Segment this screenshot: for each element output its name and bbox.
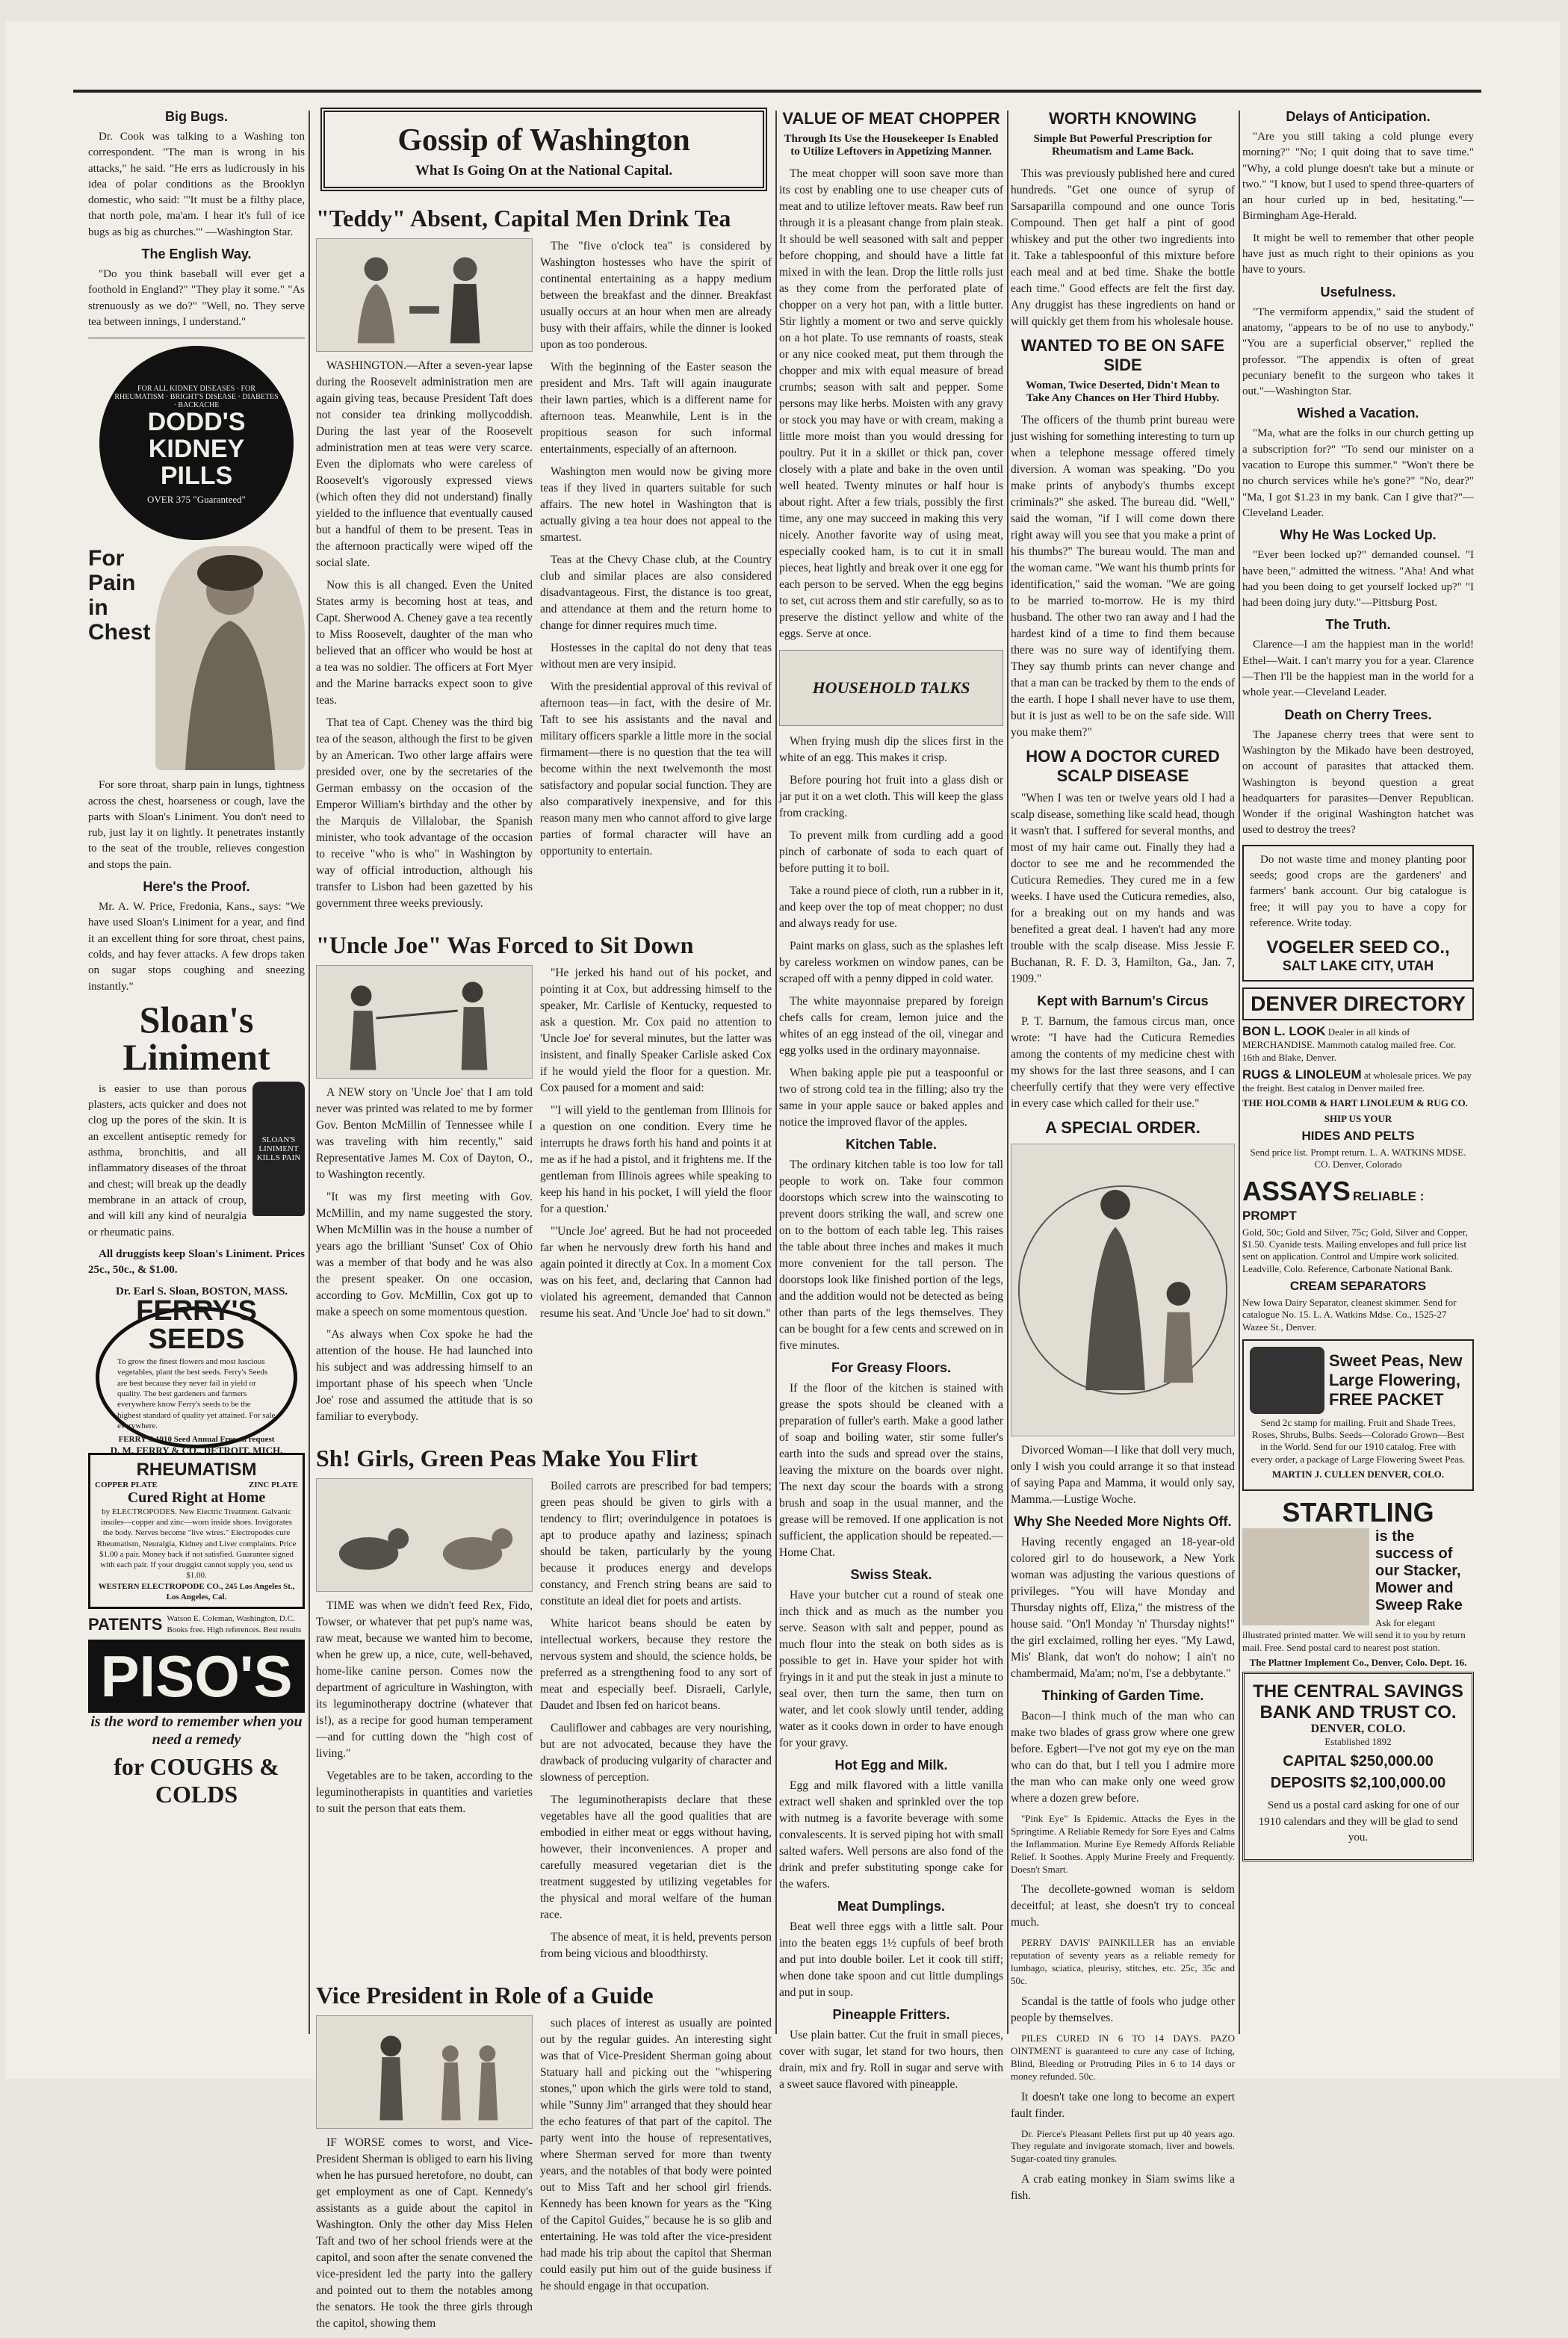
worth-title: WORTH KNOWING — [1049, 109, 1197, 128]
teddy-p1: WASHINGTON.—After a seven-year lapse during the Roosevelt administration men are again giving teas, because President Taft does not consider tea drinking mollycoddish. During the last year of the Roosevelt administration men at teas were very scarce. Even the diplomats who were careless of Roosevelt's vigorously expressed views (which often they did not understand) finally yielded to the influence that eventually caused but a handful of them to be present. Teas in the afternoon practically were wiped off the social slate. — [316, 359, 533, 569]
remember-text: It might be well to remember that other people have just as much right to their opinions as you have to yours. — [1242, 232, 1474, 276]
sloan-name — [88, 998, 305, 1078]
startling-text: is the success of our Stacker, Mower and Sweep Rake — [1375, 1528, 1463, 1614]
sweet-text: Send 2c stamp for mailing. Fruit and Shade Trees, Roses, Shrubs, Bulbs. Seeds—Colorado Grown—Best in the World. Send for our 1910 catalog. Free with every order, a package of Large Flowering Sweet Peas. — [1251, 1416, 1466, 1465]
startling-title: STARTLING — [1282, 1497, 1434, 1528]
ferry-seeds: SEEDS — [148, 1324, 245, 1356]
separators-text: New Iowa Dairy Separator, cleanest skimmer. Send for catalogue No. 15. L. A. Watkins Mdse. Co., 1525-27 Wazee St., Denver. — [1242, 1297, 1457, 1333]
safe-title: WANTED TO BE ON SAFE SIDE — [1020, 336, 1225, 374]
swiss-title: Swiss Steak. — [850, 1567, 932, 1582]
household-p1: When frying mush dip the slices first in the white of an egg. This makes it crisp. — [779, 735, 1003, 764]
faultfinder-text: It doesn't take one long to become an expert fault finder. — [1011, 2090, 1235, 2120]
ship-label: SHIP US YOUR — [1324, 1112, 1392, 1124]
fritters-title: Pineapple Fritters. — [832, 2007, 950, 2022]
household-p4: Take a round piece of cloth, run a rubber in it, and keep over the top of meat chopper; no dust and always ready for use. — [779, 884, 1003, 930]
masthead-title: Gossip of Washington — [397, 123, 690, 158]
liniment-bottle-icon: SLOAN'S LINIMENT KILLS PAIN — [252, 1082, 305, 1216]
uncle-joe-illustration — [316, 965, 533, 1079]
safe-text: The officers of the thumb print bureau were just wishing for something interesting to turn up when a telephone message offered timely diversion. A woman was speaking. "Do you make prints of anybody's thumbs except criminals?" she asked. The bureau did. "Well," said the woman, "if I will come down there right away will you see that you make a print of his thumbs?" The bureau would. The man and the woman came. "We want his thumb prints for identification," said the woman. "We are going to be married to-morrow. He is my third husband. The other two ran away and I had the hardest kind of a time to find them because there was no sure way of identifying them. They say thumb prints can never change and that a man can be tracked by them to the ends of the earth. I hope I shall never have to use them, but it is just as well to be on the safe side. Will you make them?" — [1011, 414, 1235, 739]
scandal-text: Scandal is the tattle of fools who judge other people by themselves. — [1011, 1995, 1235, 2025]
usefulness-title: Usefulness. — [1320, 284, 1396, 300]
startling-small: Ask for elegant illustrated printed matter. We will send it to you by return mail. Free. Send postal card to nearest post station. — [1242, 1617, 1466, 1653]
kitchen-text: The ordinary kitchen table is too low for tall people to work on. Take four common doorstops which screw into the wainscoting to prevent doors striking the wall, and screw one on to the bottom of each table leg. This raises the table about three inches and makes it much more convenient for the tall person. The doorstops look like finished portion of the legs, and the addition would not be detected as being other than parts of the legs themselves. They can be bought for a few cents and screwed on in five minutes. — [779, 1159, 1003, 1352]
dodds-ring-text: FOR ALL KIDNEY DISEASES · FOR RHEUMATISM · BRIGHT'S DISEASE · DIABETES · BACKACHE — [114, 385, 279, 410]
vp-illustration — [316, 2015, 533, 2129]
uncle-joe-headline: "Uncle Joe" Was Forced to Sit Down — [316, 931, 694, 958]
directory-entry — [1242, 1067, 1474, 1095]
bank-capital: CAPITAL $250,000.00 — [1283, 1753, 1434, 1770]
household-p5: Paint marks on glass, such as the splashes left by careless workmen on window panes, can be scraped off with a penny dipped in cold water. — [779, 940, 1003, 985]
joe-p2: "It was my first meeting with Gov. McMillin, and my name suggested the story. When McMillin was in the house a number of years ago the brilliant 'Sunset' Cox of Ohio was a member of that body and he was also the present speaker. On one occasion, according to Gov. McMillin, Cox got up to make a speech on some momentous question. — [316, 1191, 533, 1318]
swiss-text: Have your butcher cut a round of steak one inch thick and as much as the number you serve. Season with salt and pepper, pound as much flour into the steak on both sides as is possible to get in. Have your spider hot with fryings in it and put the steak in just a minute to seal over, then turn the same, then turn on water, and let cook slowly until tender, adding water as it cooks down in order to have enough for your gravy. — [779, 1589, 1003, 1749]
peas-headline: Sh! Girls, Green Peas Make You Flirt — [316, 1445, 698, 1472]
barnum-title: Kept with Barnum's Circus — [1037, 993, 1209, 1008]
nights-text: Having recently engaged an 18-year-old colored girl to do housework, a New York woman was adjusting the various questions of privileges. "You will have Monday and Thursday nights off, Eliza," the mistress of the house said. "On'l Monday 'n' Thursday nights!" the girl exclaimed, rolling her eyes. "My Lawd, Mis' Blank, dat won't do nohow; I ain't no chambermaid, Ma'am; no'm, I'se a debbytante." — [1011, 1536, 1235, 1680]
proof-text: Mr. A. W. Price, Fredonia, Kans., says: "We have used Sloan's Liniment for a year, and find it an excellent thing for sore throat, chest pains, colds, and hay fever attacks. A few drops taken on sugar stops coughing and sneezing instantly." — [88, 901, 305, 993]
column-1 — [88, 103, 305, 2019]
joe-p4: "He jerked his hand out of his pocket, and pointing it at Cox, but addressing himself to the speaker, Mr. Carlisle of Kentucky, requested to ask a question. Mr. Cox paid no attention to 'Uncle Joe' for several minutes, but the latter was insistent, and finally Speaker Carlisle asked Cox if he would yield the floor for a question. Mr. Cox paused for a moment and said: — [540, 967, 772, 1094]
bank-deposits: DEPOSITS $2,100,000.00 — [1270, 1775, 1446, 1792]
peas-p5: Cauliflower and cabbages are very nourishing, but are not advocated, because they have the drawback of producing vulgarity of character and slowness of perception. — [540, 1722, 772, 1784]
rheum-cured: Cured Right at Home — [127, 1489, 266, 1506]
column-5 — [1242, 103, 1474, 2019]
sloan-name-line: Sloan's — [139, 998, 254, 1041]
ferry-text: To grow the finest flowers and most luscious vegetables, plant the best seeds. Ferry's Seeds are best because they never fail in yield or quality. The best gardeners and farmers everywhere know Ferry's seeds to be the highest standard of quality yet attained. For sale everywhere. — [117, 1357, 276, 1430]
truth-text: Clarence—I am the happiest man in the world! Ethel—Wait. I can't marry you for a year. Clarence—Then I'll be the happiest man in the world for a whole year.—Cleveland Leader. — [1242, 639, 1474, 699]
patents-label: PATENTS — [88, 1614, 163, 1634]
hides-name: HIDES AND PELTS — [1301, 1128, 1415, 1143]
sweet-title: Sweet Peas, New Large Flowering, FREE PACKET — [1329, 1351, 1463, 1409]
pisos-name: PISO'S — [88, 1640, 305, 1713]
teddy-p6: Washington men would now be giving more teas if they lived in quarters suitable for such affairs. The new hotel in Washington that is actually giving a tea hour does not appeal to the smartest. — [540, 465, 772, 544]
delays-text: "Are you still taking a cold plunge every morning?" "No; I quit doing that to save time." "Why, a cold plunge doesn't take but a minute or two." "I know, but I used to spend three-quarters of an hour curled up in bed, hesitating."—Birmingham Age-Herald. — [1242, 131, 1474, 223]
barnum-text: P. T. Barnum, the famous circus man, once wrote: "I have had the Cuticura Remedies among the contents of my medicine chest with my shows for the last three seasons, and I can cheerfully certify that they were very effective in every case which called for their use." — [1011, 1015, 1235, 1110]
patents-ad — [88, 1613, 305, 1635]
peas-p1: TIME was when we didn't feed Rex, Fido, Towser, or whatever that pet pup's name was, raw meat, because we wanted him to become, when he grew up, a nice, cute, well-behaved, home-like canine person. Comes now the department of agriculture in Washington, with its leguminotherapy doctrine (whatever that is!), as a recipe for good human temperament—and for cutting down the "high cost of living." — [316, 1599, 533, 1760]
assays-text: Gold, 50c; Gold and Silver, 75c; Gold, Silver and Copper, $1.50. Cyanide tests. Mailing envelopes and full price list sent on application. Control and Umpire work solicited. Leadville, Colo. Reference, Carbonate National Bank. — [1242, 1226, 1468, 1274]
top-rule — [73, 90, 1481, 93]
tea-party-illustration — [316, 238, 533, 352]
chest-word: Chest — [88, 620, 151, 645]
scalp-title: HOW A DOCTOR CURED SCALP DISEASE — [1026, 747, 1220, 785]
rugs-name: RUGS & LINOLEUM — [1242, 1067, 1362, 1082]
pain-in-chest-ad — [88, 546, 305, 778]
dodds-pills: PILLS — [160, 461, 233, 490]
separators-name: CREAM SEPARATORS — [1289, 1278, 1427, 1293]
pisos-for: for COUGHS & COLDS — [114, 1752, 279, 1808]
chest-word: Pain — [88, 571, 136, 596]
household-p3: To prevent milk from curdling add a good pinch of carbonate of soda to each quart of before putting it to boil. — [779, 829, 1003, 875]
assays-tag: RELIABLE : PROMPT — [1242, 1188, 1425, 1223]
peas-p4: White haricot beans should be eaten by intellectual workers, because they restore the nervous system and should, the science holds, be preferred as a strengthening food to any sort of meat and especially beef. Disraeli, Carlyle, Daudet and Ibsen fed on haricot beans. — [540, 1617, 772, 1712]
locked-title: Why He Was Locked Up. — [1280, 527, 1437, 543]
sweet-pea-flower-icon — [1250, 1347, 1324, 1414]
decollete-text: The decollete-gowned woman is seldom deceitful; at least, she doesn't try to conceal much. — [1011, 1883, 1235, 1929]
vacation-text: "Ma, what are the folks in our church getting up a subscription for?" "To send our minister on a vacation to Europe this summer." "Won't there be no church services while he's gone?" "No, dear?" "Ma, I got $1.23 in my bank. Can I give that?"—Cleveland Leader. — [1242, 427, 1474, 519]
chest-headline — [88, 546, 155, 645]
startling-firm: The Plattner Implement Co., Denver, Colo. Dept. 16. — [1249, 1656, 1467, 1668]
central-savings-bank-ad — [1242, 1672, 1474, 1861]
ferry-annual: FERRY'S 1910 Seed Annual Free on request — [118, 1435, 275, 1445]
teddy-p4: The "five o'clock tea" is considered by Washington hostesses who have the spirit of continental entertaining as a happy medium between the breakfast and the dinner. Breakfast usually occurs at an hour when men are already busy with their affairs, while the dinner is looked upon as too ponderous. — [540, 240, 772, 351]
worth-text: This was previously published here and cured hundreds. "Get one ounce of syrup of Sarsaparilla compound and one ounce Toris Compound. Then get half a pint of good whiskey and put the other two ingredients into it. Take a tablespoonful of this mixture before each meal and at bed time. Shake the bottle each time." Good effects are felt the first day. Any druggist has these ingredients on hand or will quickly get them from his wholesale house. — [1011, 167, 1235, 328]
bank-est: Established 1892 — [1324, 1736, 1392, 1748]
piles-text: PILES CURED IN 6 TO 14 DAYS. PAZO OINTMENT is guaranteed to cure any case of Itching, Blind, Bleeding or Protruding Piles in 6 to 14 days or money refunded. 50c. — [1011, 2032, 1235, 2082]
peas-illustration — [316, 1478, 533, 1592]
scalp-text: "When I was ten or twelve years old I had a scalp disease, something like scald head, though it wasn't that. I suffered for several months, and most of my hair came out. Finally they had a doctor to see me and he recommended the Cuticura Remedies. They cured me in a few weeks. I have used the Cuticura remedies, also, for a breaking out on my hands and was benefited a great deal. I haven't had any more trouble with the scalp disease. Miss Jessie F. Buchanan, R. F. D. 3, Hamilton, Ga., Jan. 7, 1909." — [1011, 792, 1235, 985]
pierce-text: Dr. Pierce's Pleasant Pellets first put up 40 years ago. They regulate and invigorate stomach, liver and bowels. Sugar-coated tiny granules. — [1011, 2127, 1235, 2165]
vogeler-text: Do not waste time and money planting poor seeds; good crops are the gardeners' and farmers' bank account. Our big catalogue is free; it will pay you to have a copy for reference. Write today. — [1250, 853, 1466, 929]
copper-plate-label: COPPER PLATE — [95, 1480, 158, 1489]
chopper-sub: Through Its Use the Housekeeper Is Enabled to Utilize Leftovers in Appetizing Manner. — [784, 133, 999, 158]
sloan-text: For sore throat, sharp pain in lungs, tightness across the chest, hoarseness or cough, lave the parts with Sloan's Liniment. You don't need to rub, just lay it on lightly. It penetrates instantly to the seat of the trouble, relieves congestion and stops the pain. — [88, 779, 305, 871]
vogeler-name: VOGELER SEED CO., — [1266, 937, 1450, 958]
nights-title: Why She Needed More Nights Off. — [1014, 1514, 1232, 1529]
hay-rake-icon — [1242, 1528, 1369, 1625]
sloan-price: All druggists keep Sloan's Liniment. Prices 25c., 50c., & $1.00. — [88, 1247, 305, 1277]
look-text: Dealer in all kinds of MERCHANDISE. Mammoth catalog mailed free. Cor. 16th and Blake, Denver. — [1242, 1026, 1456, 1063]
chest-word: in — [88, 595, 108, 621]
tea-party-icon — [317, 239, 532, 351]
peas-p2: Vegetables are to be taken, according to the leguminotherapists in quantities and varieties to suit the person that eats them. — [316, 1770, 533, 1815]
order-title: A SPECIAL ORDER. — [1045, 1118, 1200, 1137]
column-3 — [779, 103, 1003, 2091]
ferry-name: FERRY'S — [136, 1295, 257, 1327]
joe-p5: "'I will yield to the gentleman from Illinois for a question on one condition. Every time he interrupts he draws forth his hand and points it at me as if he had a pistol, and it frightens me. If the gentleman from Illinois agrees while speaking to keep his hand in his pocket, I will yield the floor for a question.' — [540, 1104, 772, 1215]
usefulness-text: "The vermiform appendix," said the student of anatomy, "appears to be of no use to anybody." "You are a superficial observer," replied the professor. "The appendix is often of great pecuniary benefit to the surgeon who takes it out."—Washington Star. — [1242, 306, 1474, 398]
zinc-plate-label: ZINC PLATE — [248, 1480, 298, 1489]
masthead-sub: What Is Going On at the National Capital. — [415, 163, 673, 179]
assays-entry — [1242, 1174, 1474, 1224]
egg-text: Egg and milk flavored with a little vanilla extract well shaken and sprinkled over the top with nutmeg is a favorite beverage with some convalescents. It is served piping hot with small salted wafers. Well persons are also fond of the drink and prefer substituting sponge cake for the wafers. — [779, 1779, 1003, 1891]
garden-title: Thinking of Garden Time. — [1041, 1688, 1204, 1703]
vp-headline: Vice President in Role of a Guide — [316, 1982, 654, 2009]
rheum-text: by ELECTROPODES. New Electric Treatment. Galvanic insoles—copper and zinc—worn inside shoes. Invigorates the body. Nerves become "live wires." Electropodes cure Rheumatism, Neuralgia, Kidney and Liver complaints. Price $1.00 a pair. Money back if not satisfied. Guarantee signed with each pair. If your druggist cannot supply you, send us $1.00. — [96, 1507, 297, 1581]
newspaper-page — [6, 21, 1560, 2330]
household-p2: Before pouring hot fruit into a glass dish or jar put it on a wet cloth. This will keep the glass from cracking. — [779, 774, 1003, 819]
greasy-title: For Greasy Floors. — [831, 1360, 952, 1375]
teddy-headline: "Teddy" Absent, Capital Men Drink Tea — [316, 205, 731, 232]
sweet-peas-ad — [1242, 1339, 1474, 1491]
dumplings-title: Meat Dumplings. — [837, 1899, 945, 1914]
greasy-text: If the floor of the kitchen is stained with grease the spots should be cleaned with a preparation of fuller's earth. Make a good lather of soap and boiling water, stir some fuller's earth into the suds and spread over the stains, leaving the mixture on the boards over night. The next day scour the boards with a strong brush and soap in the usual manner, and the grease will be removed. If one application is not sufficient, the application should be repeated.—Home Chat. — [779, 1382, 1003, 1559]
bank-name: THE CENTRAL SAVINGS BANK AND TRUST CO. — [1253, 1681, 1463, 1723]
dodds-tag: OVER 375 "Guaranteed" — [147, 494, 246, 506]
dodds-name: DODD'S — [147, 408, 246, 437]
worth-sub: Simple But Powerful Prescription for Rheumatism and Lame Back. — [1033, 133, 1212, 158]
vogeler-seed-ad — [1242, 845, 1474, 982]
column-4 — [1011, 103, 1235, 2203]
delays-title: Delays of Anticipation. — [1286, 109, 1431, 124]
order-text: Divorced Woman—I like that doll very much, only I wish you could arrange it so that instead of saying Papa and Mamma, it would only say, Mamma.—Lustige Woche. — [1011, 1444, 1235, 1506]
vp-p1: IF WORSE comes to worst, and Vice-President Sherman is obliged to earn his living when he has pursued heretofore, no doubt, can get employment as one of Capt. Kennedy's assistants as a guide about the capitol in Washington. Only the other day Miss Helen Taft and two of her school friends were at the capitol, and soon after the senate convened the vice-president led the party into the gallery and pointed out to them the notables among the senators. He took the three girls through the capitol, showing them — [316, 2136, 533, 2330]
column-2 — [316, 103, 772, 2330]
english-way-title: The English Way. — [141, 246, 252, 262]
politicians-icon — [317, 966, 532, 1078]
rheum-firm: WESTERN ELECTROPODE CO., 245 Los Angeles St., Los Angeles, Cal. — [98, 1581, 295, 1602]
directory-entry — [1242, 1023, 1474, 1064]
hides-text: Send price list. Prompt return. L. A. WATKINS MDSE. CO. Denver, Colorado — [1250, 1147, 1466, 1170]
rugs-text: at wholesale prices. We pay the freight. Best catalog in Denver mailed free. — [1242, 1069, 1472, 1094]
woman-figure-icon — [155, 546, 305, 770]
big-bugs-text: Dr. Cook was talking to a Washing ton correspondent. "The man is wrong in his attacks," he said. "He errs as ludicrously in his idea of polar conditions as the Brooklyn domestic, who said: "'It must be a filthy place, that north pole, ma'am. I hear it's full of ice bugs as big as churches.'" —Washington Star. — [88, 131, 305, 238]
peas-p7: The absence of meat, it is held, prevents person from being vicious and bloodthirsty. — [540, 1931, 772, 1960]
joe-p1: A NEW story on 'Uncle Joe' that I am told never was printed was related to me by former Gov. Benton McMillin of Tennessee while I was traveling with him recently," said Representative James M. Cox of Dayton, O., to Washington recently. — [316, 1086, 533, 1181]
kitchen-title: Kitchen Table. — [846, 1137, 937, 1152]
household-p6: The white mayonnaise prepared by foreign chefs calls for cream, lemon juice and the whites of an egg instead of the oil, vinegar and egg yolks used in the ordinary mayonnaise. — [779, 995, 1003, 1057]
rugs-firm: THE HOLCOMB & HART LINOLEUM & RUG CO. — [1242, 1097, 1468, 1109]
patents-text: Watson E. Coleman, Washington, D.C. Books free. High references. Best results — [167, 1614, 302, 1634]
special-order-illustration — [1011, 1144, 1235, 1436]
safe-sub: Woman, Twice Deserted, Didn't Mean to Take Any Chances on Her Third Hubby. — [1026, 379, 1220, 404]
sloan-dr: Dr. Earl S. Sloan, BOSTON, MASS. — [115, 1286, 288, 1298]
joe-p6: "'Uncle Joe' agreed. But he had not proceeded far when he nervously drew forth his hand and again pointed it directly at Cox. In a moment Cox was on his feet, and, declaring that Cannon had violated his agreement, demanded that Cannon resume his seat. And 'Uncle Joe' had to sit down." — [540, 1225, 772, 1320]
dogs-icon — [317, 1479, 532, 1591]
guide-icon — [317, 2016, 532, 2128]
dumplings-text: Beat well three eggs with a little salt. Pour into the beaten eggs 1½ cupfuls of beef broth and put into double boiler. Let it cook till stiff; when done take spoon and cut little dumplings and put in soup. — [779, 1920, 1003, 1999]
peas-p6: The leguminotherapists declare that these vegetables have all the good qualities that are embodied in either meat or eggs without having, however, their inconveniences. A proper and carefully measured vegetarian diet is the treatment suggested by utilizing vegetables for the physical and moral welfare of the human race. — [540, 1793, 772, 1921]
cherry-text: The Japanese cherry trees that were sent to Washington by the Mikado have been destroyed, on account of parasites that attacked them. Washington is beyond question a great headquarters for parasites—Denver Republican. Wonder if the original Washington hatchet was used to destroy the trees? — [1242, 728, 1474, 837]
household-talks-banner: HOUSEHOLD TALKS — [779, 650, 1003, 726]
women-doll-icon — [1011, 1144, 1234, 1436]
bank-city: DENVER, COLO. — [1310, 1723, 1406, 1736]
cherry-title: Death on Cherry Trees. — [1284, 707, 1432, 722]
column-rule — [309, 111, 310, 2034]
dodds-kidney: KIDNEY — [148, 434, 245, 463]
vp-p2: such places of interest as usually are pointed out by the regular guides. An interesting sight was that of Vice-President Sherman going about Statuary hall and picking out the "whispering stones," upon which the girls were told to stand, while "Sunny Jim" arranged that they should hear the echo features of that part of the capitol. The party went into the house of representatives, where Sherman served for more than twenty years, and the notables of that body were pointed out to Miss Taft and her school girl friends. Kennedy has been known for years as the "King of the Capitol Guides," because he is so glib and entertaining. He was told after the vice-president had made his trip about the capitol that Sherman could easily put him out of the guide business if he should engage in that occupation. — [540, 2017, 772, 2292]
ferry-firm: D. M. FERRY & CO., DETROIT, MICH. — [110, 1445, 283, 1457]
teddy-p2: Now this is all changed. Even the United States army is becoming host at teas, and Capt. Sherwood A. Cheney gave a tea recently to Miss Roosevelt, daughter of the man who believed that an officer who would be host at a tea was no soldier. The officers at Fort Myer and the Marine barracks expect soon to give teas. — [316, 579, 533, 707]
peas-p3: Boiled carrots are prescribed for bad tempers; green peas should be given to girls with a tendency to flirt; overindulgence in potatoes is apt to produce apathy and laziness; spinach should be taken, particularly by the young because it produces energy and develops constancy, and French string beans are said to constitute an ideal diet for poets and artists. — [540, 1480, 772, 1607]
column-rule — [1239, 111, 1240, 2034]
chest-word: For — [88, 546, 125, 571]
truth-title: The Truth. — [1325, 617, 1391, 633]
monkey-text: A crab eating monkey in Siam swims like a fish. — [1011, 2173, 1235, 2203]
sweet-firm: MARTIN J. CULLEN DENVER, COLO. — [1271, 1468, 1445, 1480]
painkiller-text: PERRY DAVIS' PAINKILLER has an enviable reputation of seventy years as a reliable remedy for lumbago, sciatica, pleurisy, stitches, etc. 25c, 35c and 50c. — [1011, 1937, 1235, 1987]
teddy-p7: Teas at the Chevy Chase club, at the Country club and similar places are also considered disadvantageous. First, the distance is too great, and attendance at them and the return home to change for dinner requires much time. — [540, 554, 772, 632]
chopper-text: The meat chopper will soon save more than its cost by enabling one to use cheaper cuts of meat and to utilize leftover meats. Raw beef run through it is a pleasant change from plain steak. It should be well seasoned with salt and pepper before chopping, and should have a little fat mixed in with the lean. Drop the little rolls just as they come from the perforated plate of chopper on a very hot pan, with a little butter. Stir lightly a moment or two and serve quickly on a hot plate. To use remnants of roasts, steak or any nice cooked meat, put them through the chopper and mix with equal measure of bread crumbs; season with salt and pepper. Some persons may like herbs. Moisten with any gravy or stock you may have or with cream, making a little more moist than you would dressing for poultry. Put it in a skillet or thick pan, cover closely with a plate and bake in the oven until well heated. Twenty minutes or half hour is about right. After a few trials, possibly the first time, any one may succeed in making this very nicely. Another favorite way of using meat, especially cooked ham, is to cut it in small pieces, heat lightly and break over it one egg for each person to be served. When the egg begins to set, cut across them and stir carefully, so as to preserve the distinct yellow and white of the eggs. Serve at once. — [779, 167, 1003, 640]
household-p7: When baking apple pie put a teaspoonful or two of strong cold tea in the filling; also try the same in your apple sauce or baked apples and notice the improved flavor of the apples. — [779, 1067, 1003, 1129]
assays-name: ASSAYS — [1242, 1175, 1351, 1206]
column-rule — [1007, 111, 1008, 2034]
teddy-p8: Hostesses in the capital do not deny that teas without men are very insipid. — [540, 642, 772, 671]
fritters-text: Use plain batter. Cut the fruit in small pieces, cover with sugar, let stand for two hours, then drain, mix and fry. Roll in sugar and serve with a sweet sauce flavored with pineapple. — [779, 2029, 1003, 2091]
rheumatism-ad — [88, 1453, 305, 1610]
chopper-title: VALUE OF MEAT CHOPPER — [782, 109, 1000, 128]
bank-text: Send us a postal card asking for one of our 1910 calendars and they will be glad to send you. — [1258, 1799, 1460, 1844]
ferrys-seeds-ad — [96, 1295, 297, 1457]
egg-title: Hot Egg and Milk. — [834, 1758, 948, 1773]
teddy-p3: That tea of Capt. Cheney was the third big tea of the season, although the first to be given by an American. Two other large affairs were presided over, one by the secretaries of the German embassy on the occasion of the Emperor William's birthday and the other by the Marquis de Villalobar, the Spanish minister, who took advantage of the occasion to receive "who is who" in Washington by way of official introduction, although his transfer to Lisbon had been gazetted by his government three weeks previously. — [316, 716, 533, 910]
vacation-title: Wished a Vacation. — [1297, 406, 1419, 421]
teddy-p5: With the beginning of the Easter season the president and Mrs. Taft will again inaugurate their lawn parties, which is a different name for afternoon teas. Meanwhile, Lent is in the propitious season for such informal entertainments, especially of an afternoon. — [540, 361, 772, 456]
woman-illustration — [155, 546, 305, 770]
pinkeye-text: "Pink Eye" Is Epidemic. Attacks the Eyes in the Springtime. A Reliable Remedy for Sore Eyes and Calms the Inflammation. Murine Eye Remedy Affords Reliable Relief. It Soothes. Apply Murine Freely and Frequently. Doesn't Smart. — [1011, 1813, 1235, 1875]
english-way-text: "Do you think baseball will ever get a foothold in England?" "They play it some." "As strenuously as we do?" "Well, no. They serve tea between innings, I understand." — [88, 268, 305, 328]
joe-p3: "As always when Cox spoke he had the attention of the house. He had launched into his subject and was addressing himself to an important phase of his speech when 'Uncle Joe' rose and assumed the attitude that is so familiar to everybody. — [316, 1328, 533, 1423]
look-name: BON L. LOOK — [1242, 1024, 1326, 1039]
teddy-p9: With the presidential approval of this revival of afternoon teas—in fact, with the desire of Mr. Taft to see his assistants and the naval and military officers sparkle a little more in the social firmament—there is no question that the tea will become within the next twelvemonth the most satisfactory and popular social function. They are also comparatively inexpensive, and for this reason many men who cannot afford to give large parties of formal character will have an opportunity to entertain. — [540, 680, 772, 858]
gossip-masthead — [320, 108, 767, 191]
locked-text: "Ever been locked up?" demanded counsel. "I have been," admitted the witness. "Aha! And what had you been doing to get yourself locked up?" "I had been doing jury duty."—Pittsburg Post. — [1242, 549, 1474, 610]
pisos-line: is the word to remember when you need a remedy — [90, 1713, 303, 1748]
proof-title: Here's the Proof. — [143, 879, 250, 895]
denver-directory-title: DENVER DIRECTORY — [1242, 987, 1474, 1020]
sloan-more: is easier to use than porous plasters, acts quicker and does not clog up the pores of the skin. It is an excellent antiseptic remedy for asthma, bronchitis, and all inflammatory diseases of the throat and chest; will break up the deadly membrane in an attack of croup, and will kill any kind of neuralgia or rheumatic pains. — [88, 1082, 247, 1238]
vogeler-city: SALT LAKE CITY, UTAH — [1282, 958, 1434, 974]
rheum-title: RHEUMATISM — [136, 1459, 257, 1480]
garden-text: Bacon—I think much of the man who can make two blades of grass grow where one grew before. Egbert—I've not got my eye on the man who can do that, but I tell you I admire more the man who can make only one weed grow where a dozen grew before. — [1011, 1710, 1235, 1805]
big-bugs-title: Big Bugs. — [165, 109, 228, 124]
column-rule — [775, 111, 777, 2034]
sloan-name-line: Liniment — [123, 1035, 270, 1078]
dodds-kidney-pills-ad — [99, 346, 294, 540]
